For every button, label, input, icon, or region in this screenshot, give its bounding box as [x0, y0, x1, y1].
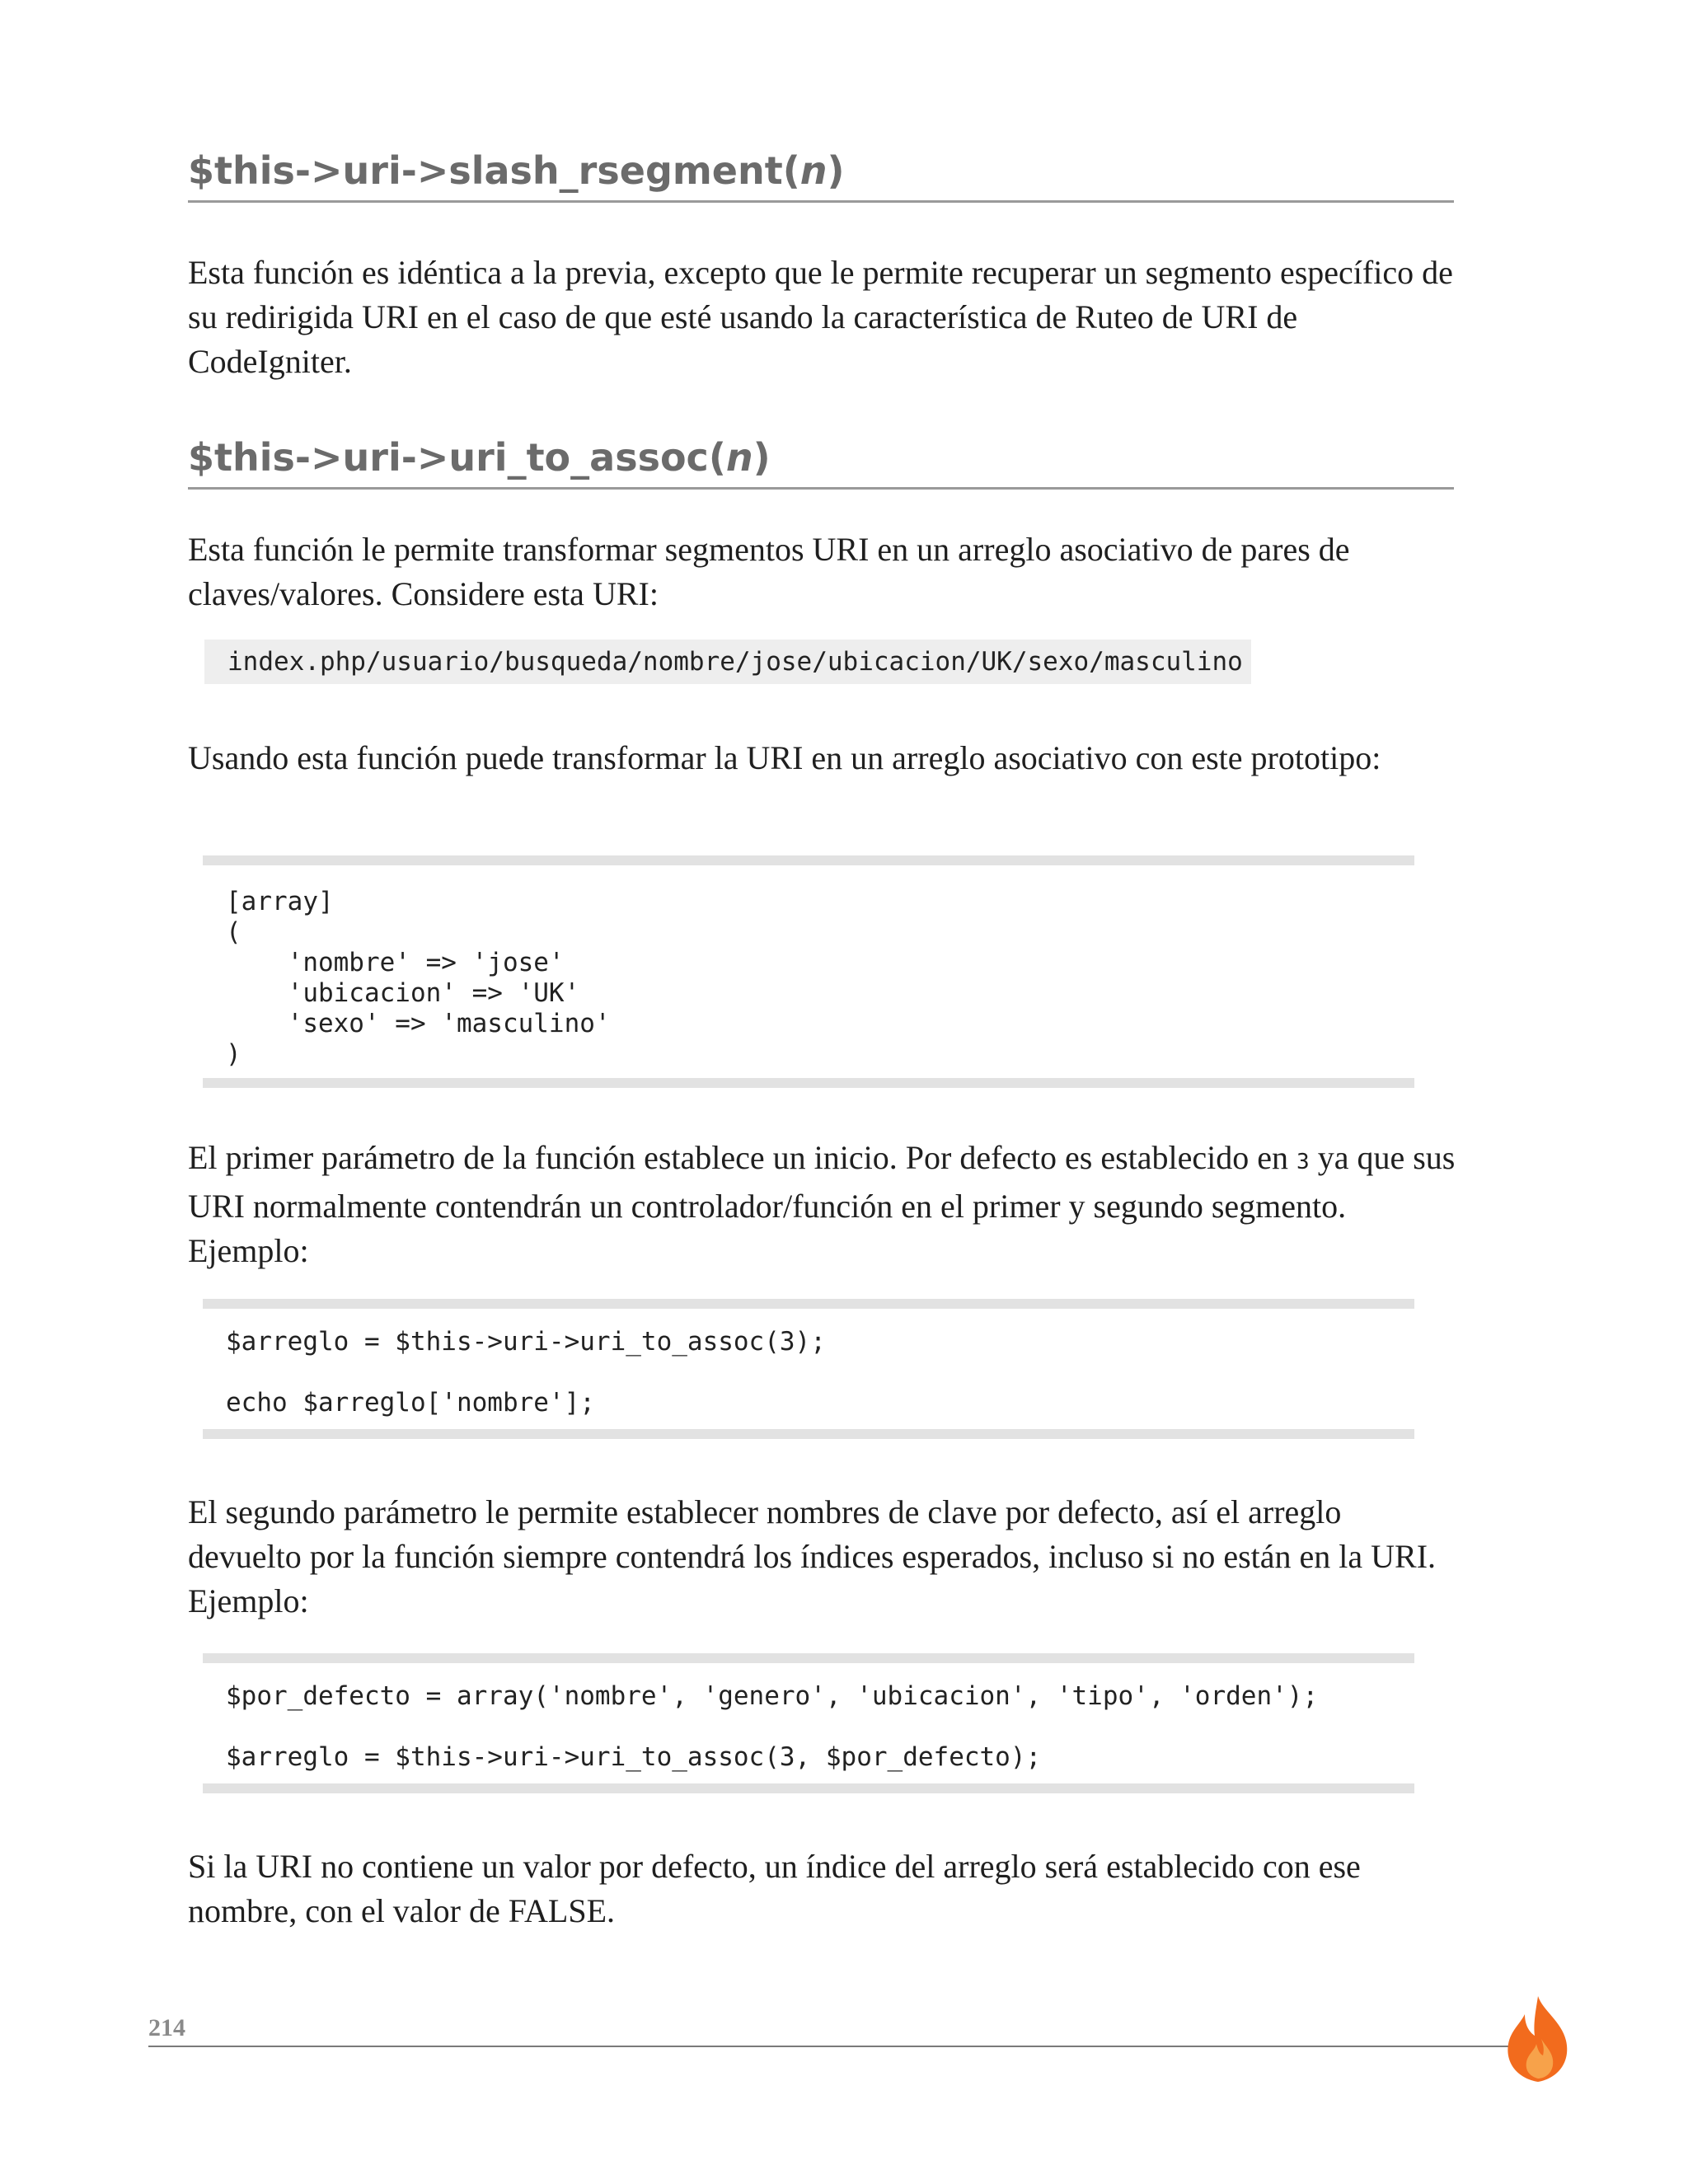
title-prefix: $this->uri->uri_to_assoc( [188, 435, 726, 480]
code-line: $por_defecto = array('nombre', 'genero', 'ubicacion', 'tipo', 'orden'); [226, 1681, 1319, 1711]
code-line: [array] [226, 887, 334, 916]
paragraph-false-default: Si la URI no contiene un valor por defecto, un índice del arreglo será establecido con ese nombre, con el valor de FALSE. [188, 1848, 1361, 1929]
footer-rule [148, 2046, 1517, 2047]
paragraph-prototype-intro: Usando esta función puede transformar la URI en un arreglo asociativo con este prototipo: [188, 739, 1381, 776]
code-line [203, 1712, 1414, 1742]
title-prefix: $this->uri->slash_rsegment( [188, 148, 800, 193]
section-title-slash-rsegment [188, 148, 1454, 203]
code-line: echo $arreglo['nombre']; [226, 1388, 595, 1418]
inline-code-default-value: 3 [1296, 1150, 1310, 1174]
code-block-example-1 [203, 1299, 1414, 1439]
code-line: 'nombre' => 'jose' [226, 948, 565, 977]
code-block-prototype [203, 855, 1414, 1088]
page-number: 214 [148, 2014, 185, 2041]
code-line: 'sexo' => 'masculino' [226, 1009, 611, 1038]
title-suffix: ) [827, 148, 845, 193]
code-line: ) [226, 1039, 241, 1069]
paragraph-first-param [188, 1136, 1457, 1273]
code-line: $arreglo = $this->uri->uri_to_assoc(3); [226, 1327, 826, 1357]
title-arg: n [799, 148, 828, 193]
paragraph-text: El primer parámetro de la función establece un inicio. Por defecto es establecido en [188, 1139, 1297, 1176]
code-block-example-2 [203, 1653, 1414, 1793]
code-line: ( [226, 917, 241, 947]
paragraph-uri-to-assoc-intro: Esta función le permite transformar segmentos URI en un arreglo asociativo de pares de claves/valores. Considere esta URI: [188, 531, 1350, 612]
code-uri-example: index.php/usuario/busqueda/nombre/jose/ubicacion/UK/sexo/masculino [204, 640, 1251, 684]
codeigniter-flame-icon [1500, 1993, 1576, 2085]
code-line [203, 1357, 1414, 1388]
paragraph-slash-rsegment: Esta función es idéntica a la previa, excepto que le permite recuperar un segmento específico de su redirigida URI en el caso de que esté usando la característica de Ruteo de URI de CodeIgniter. [188, 254, 1453, 380]
paragraph-text: ya que sus URI normalmente contendrán un controlador/función en el primer y segundo segmento. Ejemplo: [188, 1139, 1456, 1269]
section-title-uri-to-assoc [188, 435, 1454, 490]
title-arg: n [725, 435, 753, 480]
code-line: 'ubicacion' => 'UK' [226, 978, 580, 1008]
code-line: $arreglo = $this->uri->uri_to_assoc(3, $por_defecto); [226, 1742, 1042, 1772]
title-suffix: ) [753, 435, 771, 480]
paragraph-second-param: El segundo parámetro le permite establecer nombres de clave por defecto, así el arreglo devuelto por la función siempre contendrá los índices esperados, incluso si no están en la URI. Ejemplo: [188, 1493, 1437, 1619]
